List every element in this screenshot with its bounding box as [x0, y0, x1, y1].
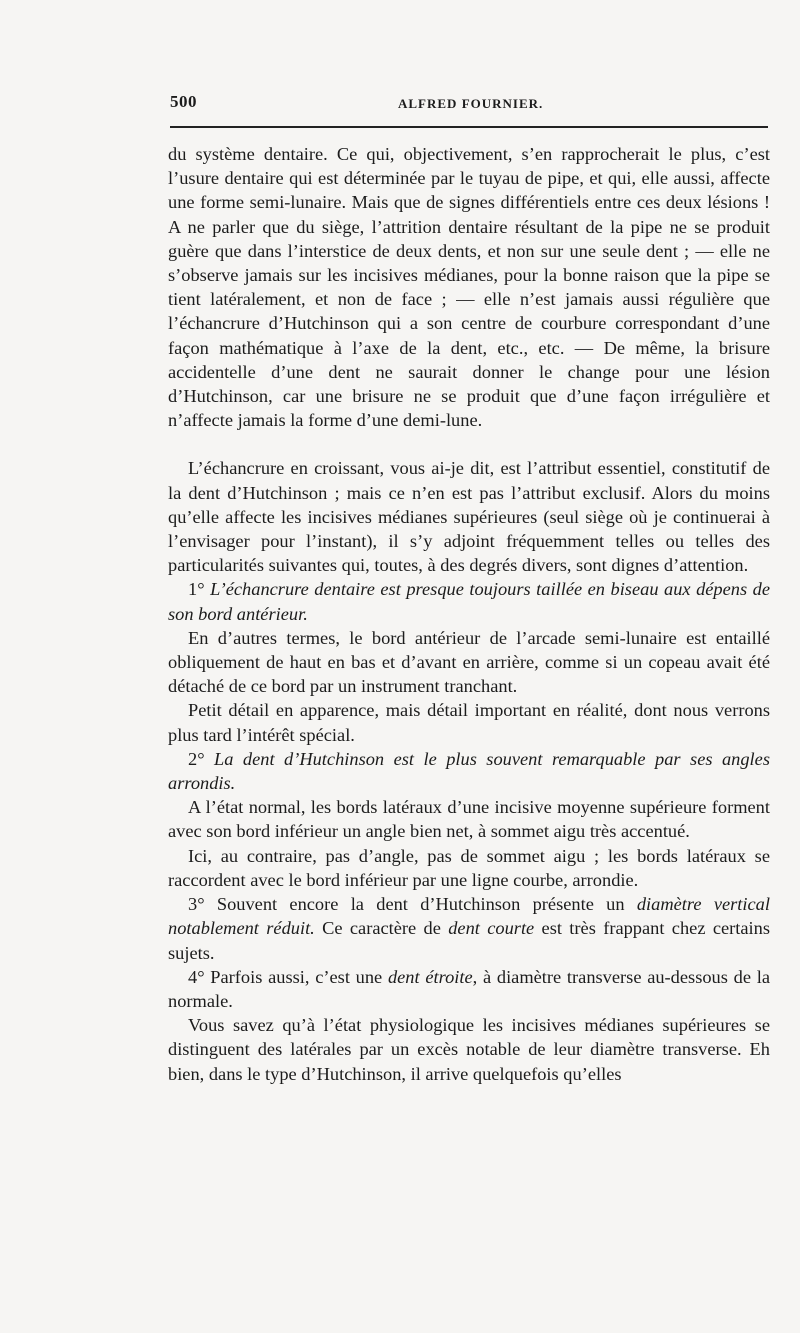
point-heading: L’échancrure dentaire est presque toujours taillée en biseau aux dépens de son bord antérieur. [168, 579, 770, 624]
emphasis: diamètre vertical notablement réduit. [168, 894, 770, 939]
emphasis: dent étroite [387, 966, 473, 987]
paragraph: En d’autres termes, le bord antérieur de l’arcade semi-lunaire est entaillé obliquement de haut en bas et d’avant en arrière, comme si un copeau avait été détaché de ce bord par un instrument tranchant. [168, 627, 770, 697]
running-head: ALFRED FOURNIER. [398, 96, 544, 111]
paragraph: A l’état normal, les bords latéraux d’une incisive moyenne supérieure forment avec son bord inférieur un angle bien net, à sommet aigu très accentué. [168, 797, 770, 842]
page-header [170, 92, 770, 122]
numbered-point [168, 747, 770, 795]
body-text [168, 142, 770, 1086]
paragraph: Vous savez qu’à l’état physiologique les incisives médianes supérieures se distinguent des latérales par un excès notable de leur diamètre transverse. Eh bien, dans le type d’Hutchinson, il arrive quelquefois qu’elles [168, 1015, 770, 1084]
header-rule [170, 126, 768, 128]
point-number: 1° [188, 579, 211, 600]
numbered-point: 4° Parfois aussi, c’est une dent étroite, à diamètre transverse au-dessous de la normale. [168, 966, 770, 1011]
paragraph: L’échancrure en croissant, vous ai-je dit, est l’attribut essentiel, constitutif de la dent d’Hutchinson ; mais ce n’en est pas l’attribut exclusif. Alors du moins qu’elle affecte les incisives médianes supérieures (seul siège où je continuerai à l’envisager pour l’instant), il s’y adjoint fréquemment telles ou telles des particularités suivantes qui, toutes, à des degrés divers, sont dignes d’attention. [168, 458, 770, 576]
paragraph: Petit détail en apparence, mais détail important en réalité, dont nous verrons plus tard l’intérêt spécial. [168, 700, 770, 745]
numbered-point [168, 577, 770, 625]
paragraph: du système dentaire. Ce qui, objectivement, s’en rapprocherait le plus, c’est l’usure dentaire qui est déterminée par le tuyau de pipe, et qui, elle aussi, affecte une forme semi-lunaire. Mais que de signes différentiels entre ces deux lésions ! A ne parler que du siège, l’attrition dentaire résultant de la pipe ne se produit guère que dans l’interstice de deux dents, et non sur une seule dent ; — elle ne s’observe jamais sur les incisives médianes, pour la bonne raison que la pipe se tient latéralement, et non de face ; — elle n’est jamais aussi régulière que l’échancrure d’Hutchinson qui a son centre de courbure correspondant d’une façon mathématique à l’axe de la dent, etc., etc. — De même, la brisure accidentelle d’une dent ne saurait donner le change pour une lésion d’Hutchinson, car une brisure ne se produit que d’une façon irrégulière et n’affecte jamais la forme d’une demi-lune. [168, 144, 770, 431]
emphasis: dent courte [448, 918, 535, 939]
page-number: 500 [170, 92, 197, 111]
point-heading: La dent d’Hutchinson est le plus souvent remarquable par ses angles arrondis. [168, 748, 770, 794]
point-number: 2° [188, 748, 215, 769]
paragraph: Ici, au contraire, pas d’angle, pas de sommet aigu ; les bords latéraux se raccordent avec le bord inférieur par une ligne courbe, arrondie. [168, 845, 770, 890]
numbered-point: 3° Souvent encore la dent d’Hutchinson présente un diamètre vertical notablement réduit. Ce caractère de dent courte est très frappant chez certains sujets. [168, 894, 770, 963]
